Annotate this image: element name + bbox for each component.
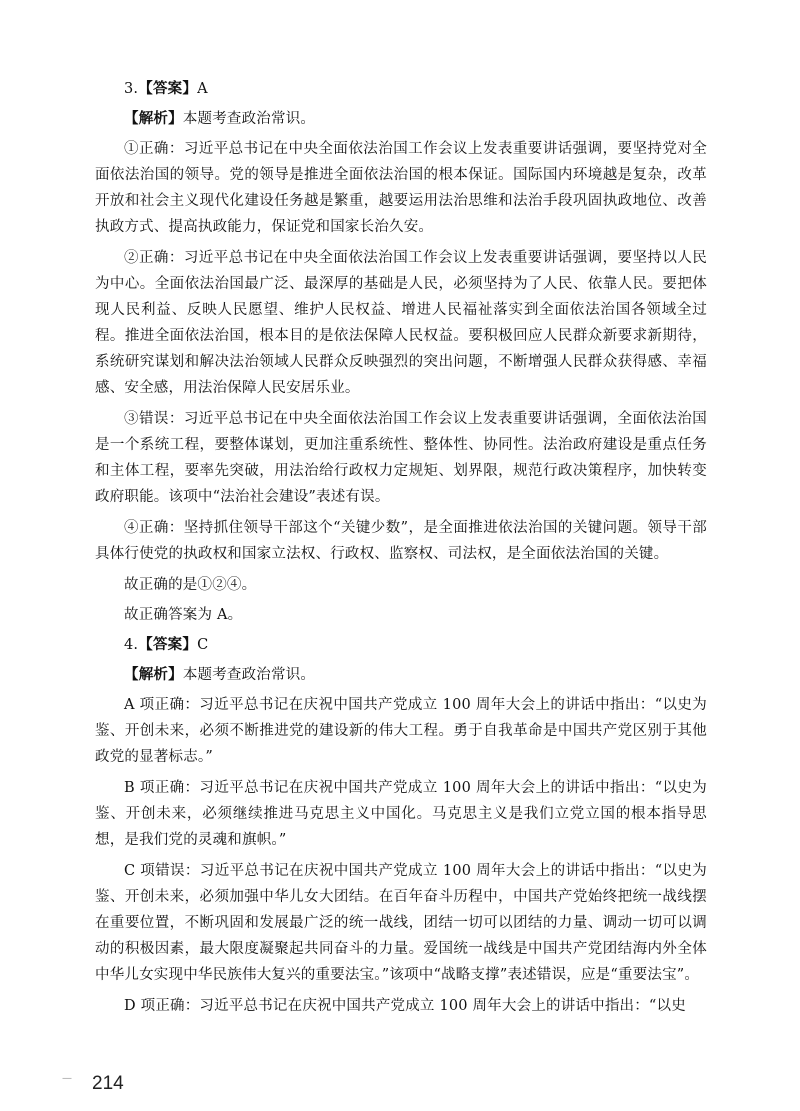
q3-number: 3. xyxy=(124,81,139,97)
q3-answer-line xyxy=(95,76,707,102)
q4-option-b: B 项正确：习近平总书记在庆祝中国共产党成立 100 周年大会上的讲话中指出：“以史为鉴、开创未来，必须继续推进马克思主义中国化。马克思主义是我们立党立国的根本指导思想，是我们党的灵魂和旗帜。” xyxy=(95,780,707,848)
q4-analysis-line xyxy=(95,662,707,688)
q4-number: 4. xyxy=(124,637,139,653)
q4-analysis-text: 本题考查政治常识。 xyxy=(182,667,316,683)
q4-analysis-label: 【解析】 xyxy=(124,666,183,683)
q4-answer-value: C xyxy=(197,637,209,653)
q3-answer-label: 【答案】 xyxy=(138,80,198,97)
q3-option-4: ④正确：坚持抓住领导干部这个“关键少数”，是全面推进依法治国的关键问题。领导干部具体行使党的执政权和国家立法权、行政权、监察权、司法权，是全面依法治国的关键。 xyxy=(95,520,707,562)
q4-option-a: A 项正确：习近平总书记在庆祝中国共产党成立 100 周年大会上的讲话中指出：“以史为鉴、开创未来，必须不断推进党的建设新的伟大工程。勇于自我革命是中国共产党区别于其他政党的显著标志。” xyxy=(95,697,707,765)
q4-answer-line xyxy=(95,632,707,658)
q3-answer-value: A xyxy=(197,81,208,97)
page-content xyxy=(95,76,707,1024)
margin-mark: — xyxy=(62,1073,72,1084)
q3-option-1: ①正确：习近平总书记在中央全面依法治国工作会议上发表重要讲话强调，要坚持党对全面依法治国的领导。党的领导是推进全面依法治国的根本保证。国际国内环境越是复杂，改革开放和社会主义现代化建设任务越是繁重，越要运用法治思维和法治手段巩固执政地位、改善执政方式、提高执政能力，保证党和国家长治久安。 xyxy=(95,141,707,235)
q3-conclusion: 故正确的是①②④。 xyxy=(124,577,257,593)
q3-option-3: ③错误：习近平总书记在中央全面依法治国工作会议上发表重要讲话强调，全面依法治国是一个系统工程，要整体谋划，更加注重系统性、整体性、协同性。法治政府建设是重点任务和主体工程，要率先突破，用法治给行政权力定规矩、划界限，规范行政决策程序，加快转变政府职能。该项中“法治社会建设”表述有误。 xyxy=(95,411,707,505)
q3-option-2: ②正确：习近平总书记在中央全面依法治国工作会议上发表重要讲话强调，要坚持以人民为中心。全面依法治国最广泛、最深厚的基础是人民，必须坚持为了人民、依靠人民。要把体现人民利益、反映人民愿望、维护人民权益、增进人民福祉落实到全面依法治国各领域全过程。推进全面依法治国，根本目的是依法保障人民权益。要积极回应人民群众新要求新期待，系统研究谋划和解决法治领域人民群众反映强烈的突出问题，不断增强人民群众获得感、幸福感、安全感，用法治保障人民安居乐业。 xyxy=(95,250,707,396)
q3-analysis-label: 【解析】 xyxy=(124,110,183,127)
q4-option-d: D 项正确：习近平总书记在庆祝中国共产党成立 100 周年大会上的讲话中指出：“以史 xyxy=(124,998,686,1014)
q4-answer-label: 【答案】 xyxy=(138,636,198,653)
q3-analysis-line xyxy=(95,106,707,132)
q4-option-c: C 项错误：习近平总书记在庆祝中国共产党成立 100 周年大会上的讲话中指出：“以史为鉴、开创未来，必须加强中华儿女大团结。在百年奋斗历程中，中国共产党始终把统一战线摆在重要位置，不断巩固和发展最广泛的统一战线，团结一切可以团结的力量、调动一切可以调动的积极因素，最大限度凝聚起共同奋斗的力量。爱国统一战线是中国共产党团结海内外全体中华儿女实现中华民族伟大复兴的重要法宝。”该项中“战略支撑”表述错误，应是“重要法宝”。 xyxy=(95,863,707,983)
page-number: 214 xyxy=(92,1073,124,1094)
q3-final-answer: 故正确答案为 A。 xyxy=(124,607,243,623)
q3-analysis-text: 本题考查政治常识。 xyxy=(182,111,316,127)
